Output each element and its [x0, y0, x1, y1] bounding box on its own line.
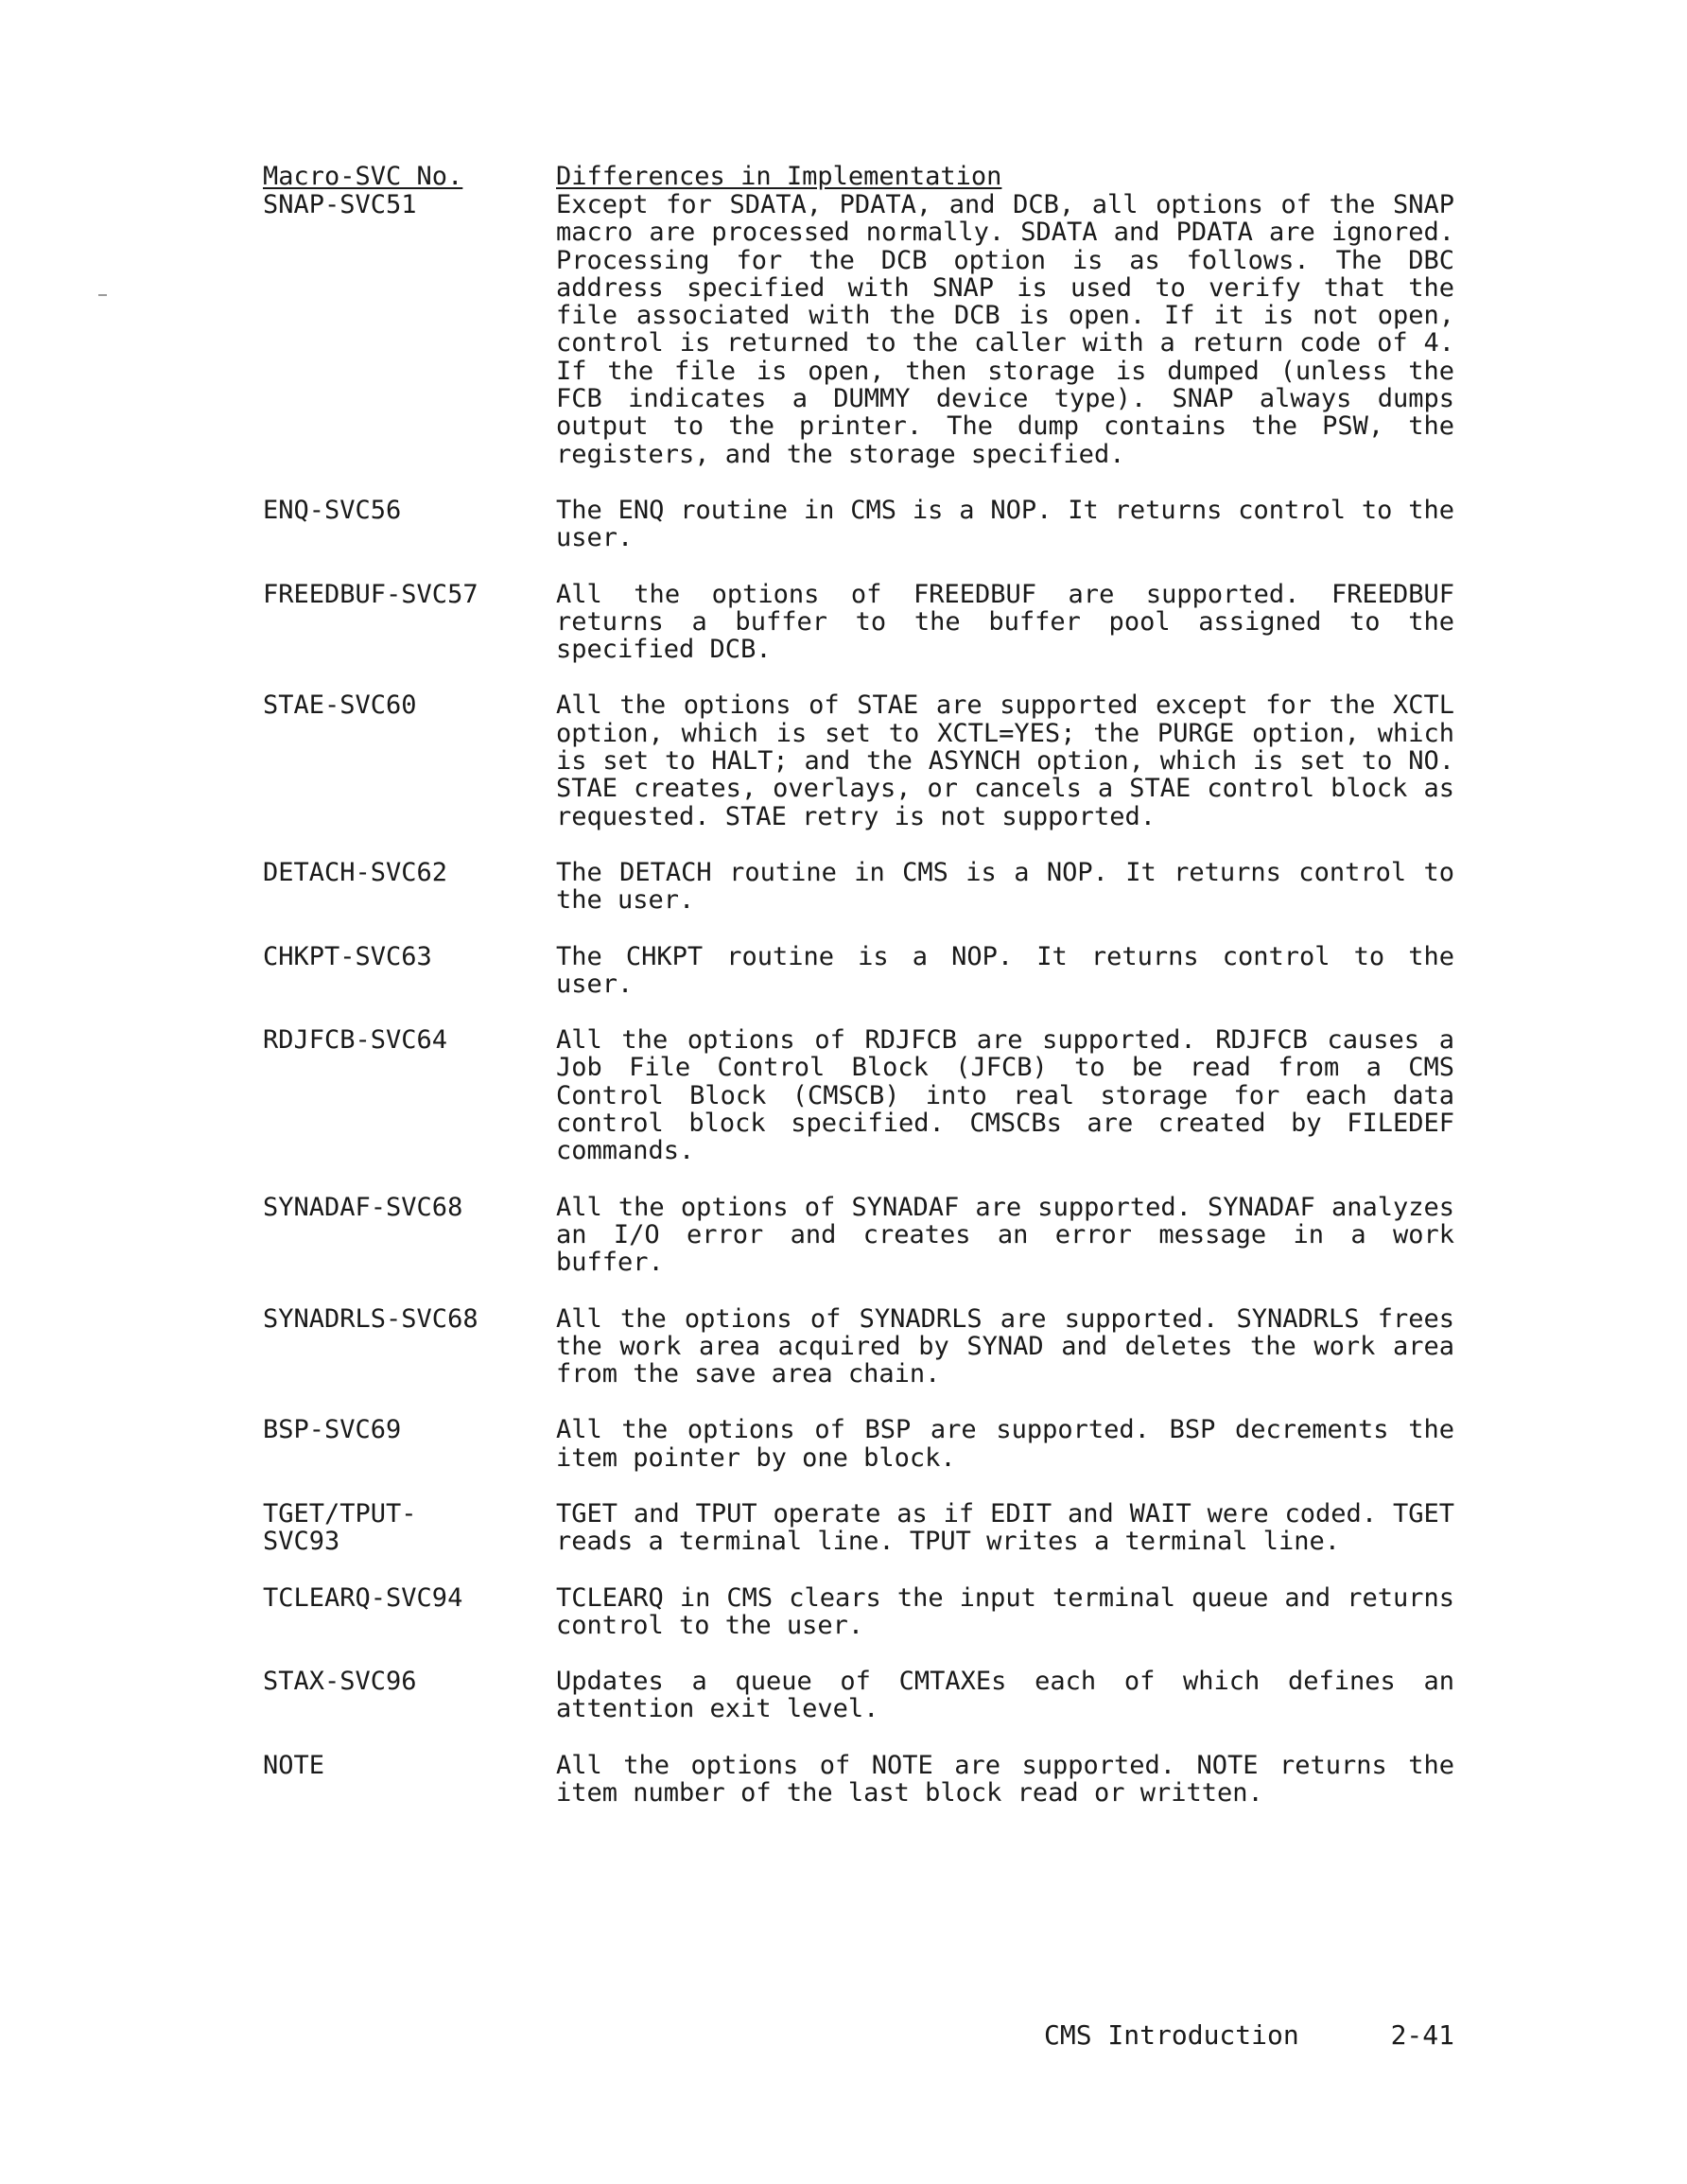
entry-row — [263, 859, 1454, 915]
macro-description: TCLEARQ in CMS clears the input terminal queue and returns control to the user. — [556, 1582, 1454, 1640]
footer-title: CMS Introduction — [1044, 2019, 1299, 2051]
entry-row — [263, 691, 1454, 830]
entries-table — [263, 191, 1454, 1807]
entry-row — [263, 1668, 1454, 1723]
macro-name: STAX-SVC96 — [263, 1667, 417, 1697]
column-heading-differences: Differences in Implementation — [556, 162, 1002, 191]
macro-name: RDJFCB-SVC64 — [263, 1025, 448, 1056]
macro-description: Updates a queue of CMTAXEs each of which defines an attention exit level. — [556, 1667, 1454, 1724]
entry-row — [263, 1584, 1454, 1640]
entry-row — [263, 1500, 1454, 1556]
entry-row — [263, 1752, 1454, 1808]
entry-row — [263, 1416, 1454, 1472]
macro-description: All the options of SYNADAF are supported. SYNADAF analyzes an I/O error and creates an error message in a work buffer. — [556, 1192, 1454, 1278]
entry-row — [263, 497, 1454, 552]
page-number: 2-41 — [1390, 2019, 1454, 2051]
macro-name: SNAP-SVC51 — [263, 190, 417, 219]
entry-row — [263, 1305, 1454, 1389]
macro-description: All the options of NOTE are supported. NOTE returns the item number of the last block read or written. — [556, 1750, 1454, 1808]
macro-name: BSP-SVC69 — [263, 1415, 402, 1445]
macro-description: The CHKPT routine is a NOP. It returns control to the user. — [556, 941, 1454, 999]
macro-description: All the options of SYNADRLS are supported. SYNADRLS frees the work area acquired by SYNAD and deletes the work area from the save area chain. — [556, 1303, 1454, 1389]
entry-row — [263, 1026, 1454, 1164]
macro-description: TGET and TPUT operate as if EDIT and WAIT were coded. TGET reads a terminal line. TPUT writes a terminal line. — [556, 1498, 1454, 1557]
macro-name: FREEDBUF-SVC57 — [263, 579, 478, 609]
entry-row — [263, 581, 1454, 664]
macro-description: The DETACH routine in CMS is a NOP. It returns control to the user. — [556, 857, 1454, 916]
macro-name: ENQ-SVC56 — [263, 495, 402, 525]
macro-description: All the options of FREEDBUF are supported. FREEDBUF returns a buffer to the buffer pool assigned to the specified DCB. — [556, 579, 1454, 665]
macro-name: STAE-SVC60 — [263, 690, 417, 721]
macro-description: All the options of STAE are supported except for the XCTL option, which is set to XCTL=YES; the PURGE option, which is set to HALT; and the ASYNCH option, which is set to NO. STAE creates, overlays, or cancels a STAE control block as requested. STAE retry is not supported. — [556, 690, 1454, 831]
macro-description: The ENQ routine in CMS is a NOP. It returns control to the user. — [556, 495, 1454, 553]
table-header — [263, 163, 1454, 190]
macro-name: TGET/TPUT- SVC93 — [263, 1498, 417, 1557]
macro-name: TCLEARQ-SVC94 — [263, 1582, 463, 1613]
macro-name: SYNADRLS-SVC68 — [263, 1303, 478, 1334]
entry-row — [263, 1194, 1454, 1277]
macro-description: All the options of RDJFCB are supported. RDJFCB causes a Job File Control Block (JFCB) to be read from a CMS Control Block (CMSCB) into real storage for each data control block specified. CMSCBs are created by FILEDEF commands. — [556, 1025, 1454, 1166]
entry-row — [263, 191, 1454, 468]
macro-name: SYNADAF-SVC68 — [263, 1192, 463, 1222]
column-heading-macro: Macro-SVC No. — [263, 162, 463, 191]
macro-description: Except for SDATA, PDATA, and DCB, all options of the SNAP macro are processed normally. SDATA and PDATA are ignored. Processing for the DCB option is as follows. The DBC address specified with SNAP is used to verify that the file associated with the DCB is open. If it is not open, control is returned to the caller with a return code of 4. If the file is open, then storage is dumped (unless the FCB indicates a DUMMY device type). SNAP always dumps output to the printer. The dump contains the PSW, the registers, and the storage specified. — [556, 190, 1454, 469]
entry-row — [263, 943, 1454, 999]
macro-name: DETACH-SVC62 — [263, 857, 448, 887]
macro-name: NOTE — [263, 1750, 325, 1780]
macro-description: All the options of BSP are supported. BSP decrements the item pointer by one block. — [556, 1415, 1454, 1473]
macro-name: CHKPT-SVC63 — [263, 941, 432, 971]
scan-mark — [98, 294, 107, 296]
page-footer — [1044, 2021, 1454, 2050]
